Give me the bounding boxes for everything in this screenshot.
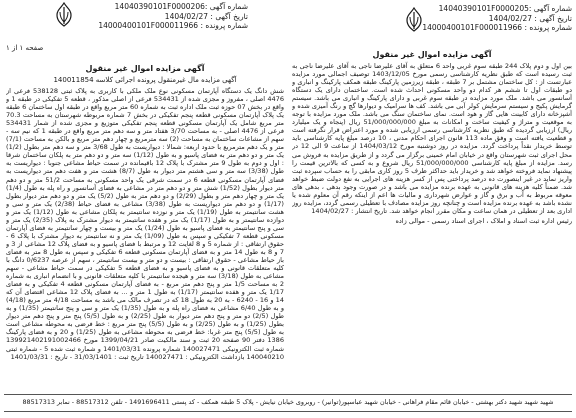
- notice-title: آگهی مزایده اموال غیر منقول: [372, 50, 492, 59]
- case-number: شماره پرونده : 14000400101F000011966: [98, 21, 248, 30]
- notice-date: تاریخ آگهی : 1404/02/27: [488, 13, 572, 23]
- right-column: [292, 48, 572, 386]
- case-number: شماره پرونده : 14000400101F000011966: [422, 23, 572, 32]
- iran-emblem-icon: [52, 2, 76, 28]
- notice-number: شماره آگهی :14040390101F0000206: [114, 2, 248, 11]
- notice-body: بین اول و دوم پلاک 244 طبقه سوم غربی واحد 6 متعلق به آقای علیرضا ناجی به آقای علیرضا ناجی به ثبت رسیده است که طبق نظریه کارشناسی رسمی مورخ 1403/12/05 توصیف اجمالی مورد مزایده عبارتست از : کل ساختمان مشتمل بر 7 طبقه ، طبقه زیرزمین پارکینگ طبقه همکف پارکینگ و انباری و دو طبقات اول تا ششم هر کدام دو واحد مسکونی احداث شده است. ساختمان دارای یک دستگاه آسانسور می باشد. ملک مورد مزایده در طبقه سوم غربی و دارای پارکینگ و انباری می باشد. سیستم گرمایش پکیج و سیستم سرمایش کولر آبی می باشد. کف ها سرامیک و دیوارها گچ و رنگ آمیزی شده و آشپزخانه دارای کابینت هایی گاز و هود است. نمای ساختمان سنگ می باشد. ملک مورد مزایده با توجه به موقعیت و متراژ و کیفیت ساخت و امکانات به مبلغ 51/000/000/000 ریال (پنجاه و یک میلیارد ریال) ارزیابی گردیده که طبق نظریه کارشناسی رسمی ارزیابی شده و مورد اعتراض قرار نگرفته است و قطعیت یافته است و وفق ماده 113 قانون اجرای احکام مدنی ، 10 درصد مبلغ پایه کارشناسی باید توسط خریدار نقداً پرداخت گردد. مزایده در روز دوشنبه مورخ 1404/03/12 از ساعت 9 الی 12 در محل اجرای ثبت شهرستان واقع در خیابان امام خمینی برگزار می گردد و از طریق مزایده به فروش می رسد. مزایده از مبلغ پایه کارشناسی 51/000/000/000 ریال شروع و به کسی که بالاترین قیمت را پیشنهاد نماید فروخته خواهد شد و خریدار باید حداکثر ظرف 5 روز کاری مابقی را به حساب سپرده ثبت واریز نماید در غیر اینصورت ده درصد پرداختی پس از کسر هزینه های اجرایی به نفع دولت ضبط خواهد شد. ضمناً کلیه هزینه های قانونی به عهده برنده مزایده می باشد و در صورت وجود بدهی ، بدهی های معوقه مربوط به آب و برق و گاز و عوارض شهرداری و مالیات ها اعم از اینکه رقم آن معلوم شده یا نشده باشد به عهده برنده مزایده است و چنانچه روز مزایده مصادف با تعطیلی رسمی گردد، مزایده روز اداری بعد از تعطیلی در همان ساعت و مکان مقرر انجام خواهد شد. تاریخ انتشار : 1404/02/27: [292, 62, 572, 215]
- notice-subtitle: آگهی مزایده مال غیرمنقول پرونده اجرائی کلاسه 140011854: [53, 76, 237, 84]
- page-number: صفحه ۱ از ۱: [6, 44, 44, 52]
- iran-emblem-icon: [402, 7, 426, 33]
- notice-meta-right: [412, 4, 572, 33]
- signer-line: رئیس اداره ثبت اسناد و املاک ، اجرای اسناد رسمی - موالی زاده: [395, 216, 572, 225]
- notice-date: تاریخ آگهی : 1404/02/27: [164, 11, 248, 21]
- notice-body: شش دانگ یک دستگاه آپارتمان مسکونی نوع ملک ملکی با کاربری به پلاک ثبتی 538128 فرعی از 4476 اصلی ، مفروز و مجزی شده از 534431 فرعی از اصلی مذکور ، قطعه 5 تفکیکی در طبقه 1 و واقع در بخش 07 حوزه ثبت ملک اداره ثبت به شماره 60 متر مربع واقع در طبقه اول ساختمان 6 طبقه یک پلاک آپارتمان مسکونی قطعه پنجم تفکیکی در بخش 7 شماره مربوطه شهرستان به مساحت 70.3 متر مربع شامل یک آپارتمان مسکونی قطعه پنجم تفکیکی متوزیع و مجزی شده از شمار 534431 فرعی از 4476 اصلی - به مساحت 3/70 هفتاد متر و سه دهم متر مربع واقع در طبقه 1 که نیم سه - سهم از مشاعات ساختمان به مساحت (2) سه مترمربع و چهار دهم متر مربع و بالکن به مساحت (7/1) متر و یک دهم مترمربع با حدود اربعه: شمالا : دیواریست به طول 3/68 متر و سه دهم متر بطول (1/2) یک متر و دو دهم متر به فضای پاسیو و به طول (1/12) سه متر و دو دهم متر به پلکان ساختمان شرقا : اول و دوم به طول 9 متر مشترک با پلاک 12 باقیمانده در سمت حیاط مشاعی جنوبا : دیواریست به طول (3/38) سه متر و سی هشتم متر دیوار به طول (8/7) هشت متر و هفت دهم متر دیواریست به فضای آپارتمان مسکونی قطعه 6 در سمت شرقی یک واحد مسکونی به مساحت 51/2 متر و دو دهم متر دیوار بطول (1/52) شش متر و دو دهم متر در مشاعی به فضای آسانسور و راه پله به طول (1/4) یک متر و چهار دهم متر و بطول (2/29) و دو دهم متر به طول (5/2) یک متر و دو دهم متر دیوار بطول (1/17) و دو دهم متر دیواریست به طول (3/38) مشاعی به فضای حیاط (2/38) یک متر و سی و هشت سانتیمتر به طول (1/19) یک متر و نوزده سانتیمتر به پلکان مشاعی به طول (1/12) یک متر و دوازده سانتیمتر و به طول (1/17) یک متر و هفده سانتیمتر به دیوار مشترک به پلاک (2/35) یک متر و سی و پنج سانتیمتر به فضای پاسیو به طول (1/24) یک متر و بیست و چهار سانتیمتر به فضای آپارتمان مسکونی قطعه 7 تفکیکی و سپس به طول (1/09) یک متر و نه سانتیمتر به دیوار مشترک با پلاک 6 - حقوق ارتفاقی : از شماره 5 و 8 لغایت 12 و مرتبط با فضای پاسیو و به فضای پلاک 12 مشاعی از 3 و 7 و 8 به طول 14 متر و به فضای آپارتمان مسکونی قطعه 6 تفکیکی و سپس به طول 8 متر به فضای باز حیاط مشاعی - حقوق ارتفاقی : بیست و دو متر و بیست سانتیمتر ، سهم از عرصه 0/6237 دانگ با کلیه متعلقات قانونی و به فضای پاسیو و به فضای قطعه 5 تفکیکی در سمت حیاط مشاعی - سهم مشاعی به طول (3/18) سه متر و هیجده سانتیمتر با کلیه متعلقات قانونی و با انضمام انباری به شماره 2 به مساحت 1/5 متر و پنج دهم متر مربع - به فضای آپارتمان مسکونی قطعه 4 تفکیکی و به فضای 1/17 یک متر و هفده سانتیمتر (1/17) به طول 1 متر و ... به فضای پلاک 12 مشاعی اقتضای آن که 14 و 16 - 6240 - به 20 به طول 18 که در تصرف مالک می باشد به مساحت 4/18 متر مربع (4/18) و به طول 6/40 مشاعی به فضای راه پله و به طول (1/35) یک متر و سی و پنج سانتیمتر (1/35) و به طول (2/5) دو متر و پنج دهم متر دیوار به طول (2/25) و به طول (5/5) پنج متر و پنج دهم متر دیوار بطول (1/25) و به طول (2/25) و به طول (5/5) پنج متر مربع : خط فرضی به محوطه مشاعی است به طول (5/5) پنج متر غربا: خط فرضی به محوطه مشاعی به طول (1/25) و 20 و به فضای پارکینگ 1386 دفتر 90 صفحه 20 ثبت و سند مالکیت صادر 1399/04/21 مورخ 139921402191002466 شماره ثبت الکترونیکی 140027471 شماره پرونده 1401/03/31 و شماره ثبت شده 5 - شماره ثبتی 140040210 بازداشت الکترونیکی : 140027471 تاریخ ثبت : 31/03/1401 - تاریخ : 1401/03/31: [6, 87, 284, 361]
- left-column: [6, 62, 284, 392]
- notice-number: شماره آگهی :14040390101F0000205: [438, 4, 572, 13]
- notice-title: آگهی مزایده اموال غیر منقول: [85, 64, 205, 73]
- footer-address: شهید شهید شهید دکتر بهشتی - خیابان قائم مقام فراهانی - خیابان شهید عباسپور(توانیر) - روبروی خیابان نیایش - پلاک 5 طبقه همکف - کد پستی 1491696411 - تلفن 88517312 - نمابر 88517313: [4, 394, 572, 412]
- header: [0, 0, 576, 50]
- notice-meta-left: [88, 2, 248, 31]
